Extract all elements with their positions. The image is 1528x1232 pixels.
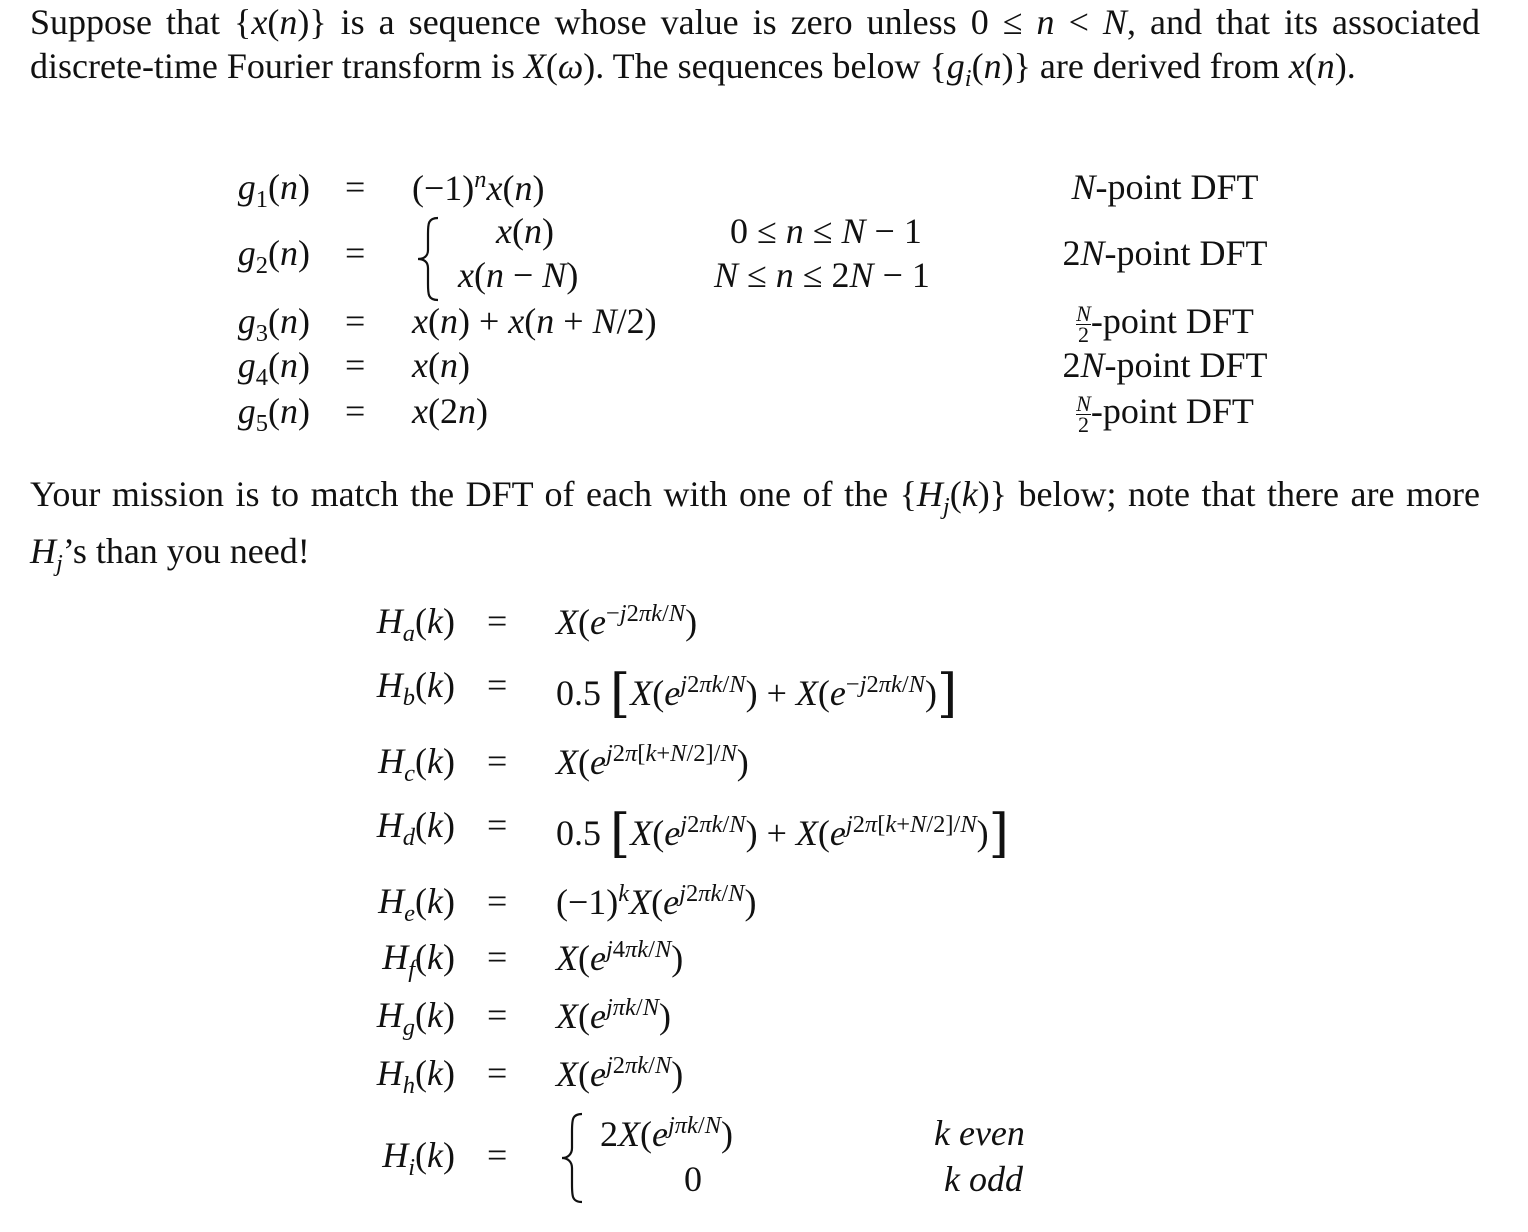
hf-rhs: $X(e^{j4\pi k/N})$ (556, 936, 684, 978)
g2-eq: = (345, 233, 366, 273)
g2-case1-cond: 0 ≤ n ≤ N − 1 (730, 211, 922, 251)
hg-lhs: $H_g(k)$ (376, 995, 455, 1042)
g4-lhs: $g_4(n)$ (237, 345, 310, 392)
g2-row (0, 210, 1528, 300)
g3-eq: = (345, 301, 366, 341)
he-rhs: $(-1)^kX(e^{j2\pi k/N})$ (556, 880, 757, 922)
g4-rhs: x(n) (412, 345, 470, 385)
ha-eq: = (487, 601, 508, 641)
hi-brace-icon (558, 1112, 588, 1204)
he-lhs: $H_e(k)$ (378, 881, 455, 928)
hi-case1-cond: k even (934, 1113, 1025, 1153)
g2-brace-icon (414, 216, 444, 302)
hi-case1-expr: $2X(e^{j\pi k/N})$ (600, 1112, 734, 1154)
hh-eq: = (487, 1053, 508, 1093)
g1-row (0, 166, 1528, 214)
g2-lhs: $g_2(n)$ (237, 233, 310, 280)
g5-row (0, 390, 1528, 438)
ha-rhs: $X(e^{-j2\pi k/N})$ (556, 600, 698, 642)
hc-lhs: $H_c(k)$ (378, 741, 455, 788)
hh-row (0, 1052, 1528, 1102)
g4-row (0, 344, 1528, 392)
g2-case2-expr: x(n − N) (458, 255, 579, 295)
g3-lhs: $g_3(n)$ (237, 301, 310, 348)
g1-rhs: $(-1)^nx(n)$ (412, 166, 545, 208)
g4-dft: 2N-point DFT (1062, 345, 1268, 385)
hi-lhs: $H_i(k)$ (382, 1135, 455, 1182)
hc-eq: = (487, 741, 508, 781)
g3-dft: $\frac{N}{2}$ -point DFT (1076, 301, 1254, 348)
g1-eq: = (345, 167, 366, 207)
g1-lhs: $g_1(n)$ (237, 167, 310, 214)
ha-lhs: $H_a(k)$ (376, 601, 455, 648)
hd-row (0, 804, 1528, 864)
hd-eq: = (487, 805, 508, 845)
g3-rhs: x(n) + x(n + N/2) (412, 301, 657, 341)
hc-row (0, 740, 1528, 790)
hh-rhs: $X(e^{j2\pi k/N})$ (556, 1052, 684, 1094)
g5-rhs: x(2n) (412, 391, 488, 431)
mission-paragraph: Your mission is to match the DFT of each with one of the $\{H_j(k)\}$ below; note that there are more $H_j’s$ than you need! (30, 474, 1480, 578)
hf-row (0, 936, 1528, 986)
intro-paragraph: Suppose that {x(n)} is a sequence whose value is zero unless 0 ≤ n < N, and that its associated discrete-time Fourier transform is X(ω). The sequences below $\{g_i(n)\}$ are derived from x(n). (30, 2, 1480, 93)
g1-dft: N-point DFT (1071, 167, 1259, 207)
ha-row (0, 600, 1528, 650)
hf-lhs: $H_f(k)$ (382, 937, 455, 984)
hh-lhs: $H_h(k)$ (376, 1053, 455, 1100)
hb-eq: = (487, 665, 508, 705)
hg-rhs: $X(e^{j\pi k/N})$ (556, 994, 672, 1036)
hd-rhs: 0.5 $[X(e^{j2\pi k/N}) + X(e^{j2\pi[k+N/2]/N})]$ (556, 804, 1009, 864)
g5-eq: = (345, 391, 366, 431)
hf-eq: = (487, 937, 508, 977)
hg-eq: = (487, 995, 508, 1035)
hi-case2-cond: k odd (944, 1159, 1023, 1199)
g2-case1-expr: x(n) (496, 211, 554, 251)
hi-case2-expr: 0 (684, 1159, 702, 1199)
hc-rhs: $X(e^{j2\pi[k+N/2]/N})$ (556, 740, 749, 782)
g5-lhs: $g_5(n)$ (237, 391, 310, 438)
hd-lhs: $H_d(k)$ (376, 805, 455, 852)
g3-row (0, 300, 1528, 348)
g2-dft: 2N-point DFT (1062, 233, 1268, 273)
he-eq: = (487, 881, 508, 921)
hb-lhs: $H_b(k)$ (376, 665, 455, 712)
hb-row (0, 664, 1528, 724)
hi-row (0, 1108, 1528, 1208)
he-row (0, 880, 1528, 930)
g2-case2-cond: N ≤ n ≤ 2N − 1 (714, 255, 930, 295)
hb-rhs: 0.5 $[X(e^{j2\pi k/N}) + X(e^{-j2\pi k/N})]$ (556, 664, 958, 724)
g5-dft: $\frac{N}{2}$ -point DFT (1076, 391, 1254, 438)
hg-row (0, 994, 1528, 1044)
hi-eq: = (487, 1135, 508, 1175)
g4-eq: = (345, 345, 366, 385)
